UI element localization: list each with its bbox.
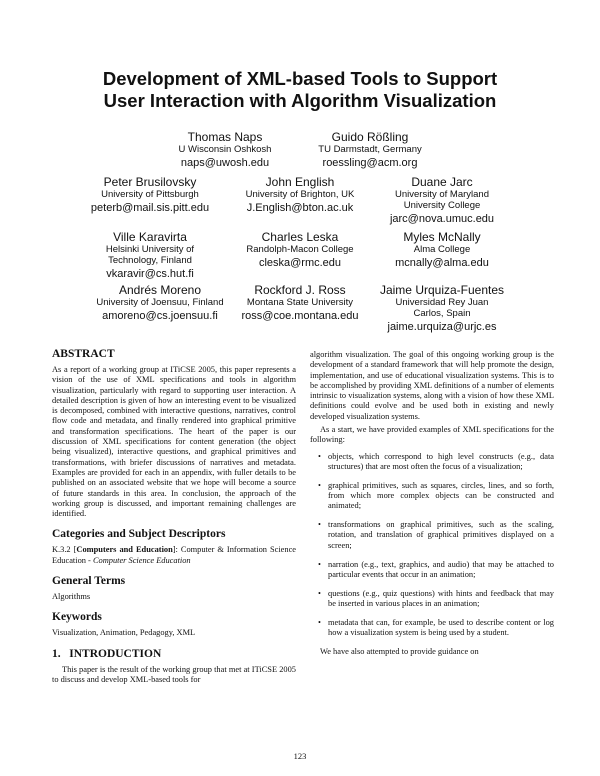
list-item: • graphical primitives, such as squares, circles, lines, and so forth, from which more complex objects can be constructed and animated; [328,481,554,512]
list-item: • narration (e.g., text, graphics, and audio) that may be attached to particular events that occur in an animation; [328,560,554,581]
author-email: peterb@mail.sis.pitt.edu [90,202,210,214]
categories-text [52,545,296,566]
author-block [372,230,512,270]
author-email: cleska@rmc.edu [258,257,342,269]
paper-title [60,68,540,112]
ccs-rest: ]: Computer & Information Science Education - [52,545,296,565]
general-terms-text: Algorithms [52,592,91,602]
author-block [225,283,375,323]
list-item: • questions (e.g., quiz questions) with hints and feedback that may be inserted in various places in an animation; [328,589,554,610]
right-paragraph-3: We have also attempted to provide guidance on [320,646,479,656]
author-block [75,283,245,323]
author-email: naps@uwosh.edu [180,157,270,169]
author-email: jaime.urquiza@urjc.es [387,321,497,333]
author-name: Rockford J. Ross [254,283,346,297]
author-email: roessling@acm.org [322,157,418,169]
author-affiliation: TU Darmstadt, Germany [318,144,422,155]
author-email: ross@coe.montana.edu [241,310,359,322]
author-block [225,230,375,270]
ccs-category: Computers and Education [76,545,173,555]
author-affiliation: U Wisconsin Oshkosh [178,144,272,155]
author-name: Guido Rößling [331,130,409,144]
categories-heading: Categories and Subject Descriptors [52,528,226,541]
author-name: Duane Jarc [411,175,473,189]
author-affiliation: University of Pittsburgh [101,189,199,200]
introduction-text: This paper is the result of the working group that met at ITiCSE 2005 to discuss and develop XML-based tools for [52,664,296,684]
xml-spec-list [310,452,554,639]
author-name: Peter Brusilovsky [103,175,197,189]
author-affiliation: University of Brighton, UK [245,189,355,200]
author-email: vkaravir@cs.hut.fi [106,268,194,280]
author-block [150,130,300,170]
list-item: • metadata that can, for example, be used to describe content or log how a visualization system is being used by a student. [328,618,554,639]
ccs-subcategory: Computer Science Education [92,555,191,565]
left-column [52,348,296,685]
list-item: • objects, which correspond to high level constructs (e.g., data structures) that are most often the focus of a visualization; [328,452,554,473]
list-item: • transformations on graphical primitives, such as the scaling, rotation, and translation of graphical primitives displayed on a screen; [328,520,554,551]
title-line-1: Development of XML-based Tools to Support [102,68,498,89]
title-line-2: User Interaction with Algorithm Visualization [103,90,497,111]
ccs-code: K.3.2 [ [52,545,77,555]
author-block [80,230,220,281]
abstract-text: As a report of a working group at ITiCSE 2005, this paper represents a vision of the use of XML specifications and tools in algorithm visualization, particularly with regard to supporting user interaction. A detailed description is given of how an interesting event to be visualized is decomposed, combined with interactive questions, narratives, control flow code and metadata, and finally rendered into graphical primitive and transformation specifications. The heart of the paper is our discussion of XML specifications for content generation (the object being visualized), interactive questions, and graphical primitives and transformations, with briefer discussions of narratives and metadata. Examples are provided for each in an appendix, with fuller details to be published on an associated website that we hope will become a source of future standards in this area. In conclusion, the approach of the working group is discussed, and important remaining challenges are identified. [52,365,296,519]
author-block [225,175,375,215]
author-name: Ville Karavirta [113,230,187,244]
general-terms-heading: General Terms [52,575,126,588]
author-name: Myles McNally [403,230,481,244]
page-number: 123 [293,751,307,761]
author-email: mcnally@alma.edu [395,257,489,269]
author-affiliation: Alma College [413,244,471,255]
author-affiliation: University of Maryland University College [395,189,489,211]
author-name: Thomas Naps [187,130,263,144]
author-email: J.English@bton.ac.uk [246,202,354,214]
author-block [362,283,522,334]
author-name: Andrés Moreno [118,283,202,297]
author-email: jarc@nova.umuc.edu [389,213,495,225]
author-affiliation: Randolph-Macon College [246,244,354,255]
author-affiliation: University of Joensuu, Finland [96,297,224,308]
author-affiliation: Universidad Rey Juan Carlos, Spain [395,297,489,319]
keywords-text: Visualization, Animation, Pedagogy, XML [52,628,196,638]
author-email: amoreno@cs.joensuu.fi [102,310,218,322]
author-affiliation: Helsinki University of Technology, Finland [105,244,195,266]
right-column [310,350,554,657]
author-name: Jaime Urquiza-Fuentes [379,283,505,297]
keywords-heading: Keywords [52,611,102,624]
author-block [295,130,445,170]
author-block [372,175,512,226]
author-name: John English [265,175,335,189]
right-paragraph-1: algorithm visualization. The goal of this ongoing working group is the development of a standard framework that will help promote the design, implementation, and use of educational visualization systems. This is to be accomplished by providing XML definitions of a number of elements intrinsic to visualization systems, along with a vision of how these XML definitions could evolve and be used both in existing and newly developed visualization systems. [310,350,554,421]
abstract-heading: ABSTRACT [52,348,115,360]
right-paragraph-2: As a start, we have provided examples of XML specifications for the following: [310,425,554,445]
author-block [65,175,235,215]
author-affiliation: Montana State University [246,297,354,308]
author-name: Charles Leska [261,230,339,244]
introduction-heading: 1. INTRODUCTION [52,647,162,660]
